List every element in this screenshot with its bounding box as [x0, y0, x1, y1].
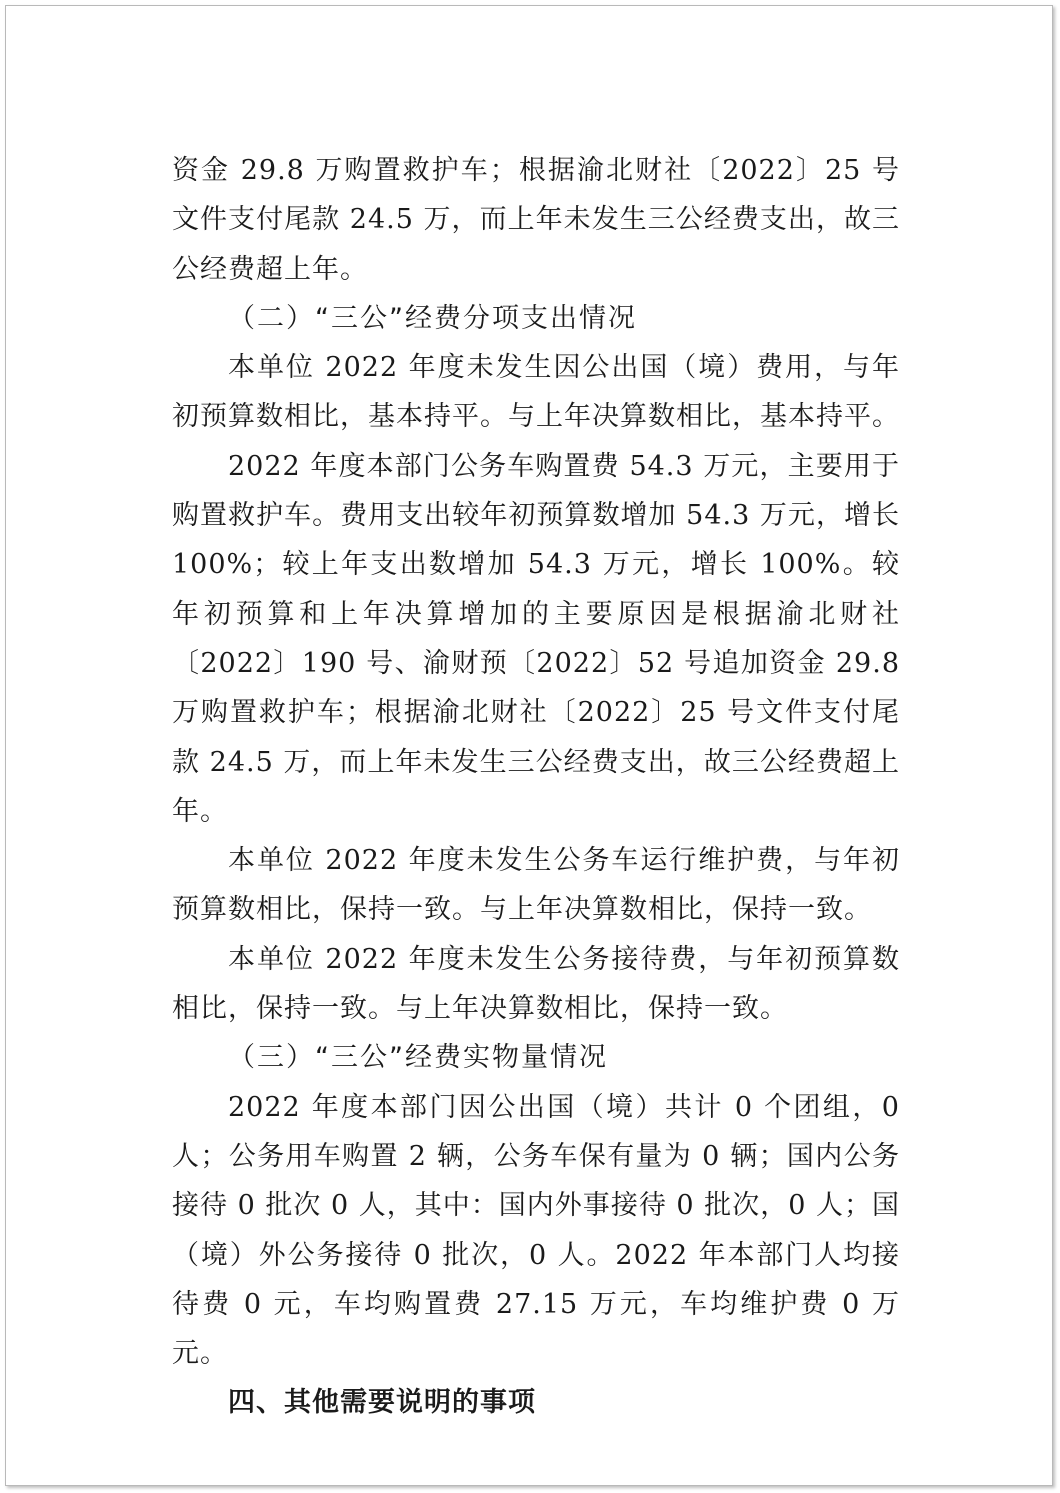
section-heading-breakdown: （二）“三公”经费分项支出情况: [228, 302, 637, 334]
paragraph-continuation: 资金 29.8 万购置救护车；根据渝北财社〔2022〕25 号文件支付尾款 24.5 万，而上年未发生三公经费支出，故三公经费超上年。: [172, 155, 900, 285]
paragraph-physical-quantity: 2022 年度本部门因公出国（境）共计 0 个团组，0 人；公务用车购置 2 辆，公务车保有量为 0 辆；国内公务接待 0 批次 0 人，其中：国内外事接待 0 批次，0 人；国（境）外公务接待 0 批次，0 人。2022 年本部门人均接待费 0 元，车均购置费 27.15 万元，车均维护费 0 万元。: [172, 1091, 900, 1370]
document-page: [5, 5, 1053, 1486]
section-heading-physical-quantity: （三）“三公”经费实物量情况: [228, 1042, 608, 1074]
paragraph-reception-expenses: 本单位 2022 年度未发生公务接待费，与年初预算数相比，保持一致。与上年决算数相比，保持一致。: [172, 943, 900, 1025]
paragraph-vehicle-purchase: 2022 年度本部门公务车购置费 54.3 万元，主要用于购置救护车。费用支出较年初预算数增加 54.3 万元，增长 100%；较上年支出数增加 54.3 万元，增长 100%。较年初预算和上年决算增加的主要原因是根据渝北财社〔2022〕190 号、渝财预〔2022〕52 号追加资金 29.8 万购置救护车；根据渝北财社〔2022〕25 号文件支付尾款 24.5 万，而上年未发生三公经费支出，故三公经费超上年。: [172, 450, 900, 827]
document-body: [172, 146, 900, 1428]
paragraph-overseas-expenses: 本单位 2022 年度未发生因公出国（境）费用，与年初预算数相比，基本持平。与上年决算数相比，基本持平。: [172, 352, 900, 433]
section-heading-other-matters: 四、其他需要说明的事项: [228, 1387, 536, 1419]
paragraph-vehicle-maintenance: 本单位 2022 年度未发生公务车运行维护费，与年初预算数相比，保持一致。与上年决算数相比，保持一致。: [172, 845, 900, 926]
